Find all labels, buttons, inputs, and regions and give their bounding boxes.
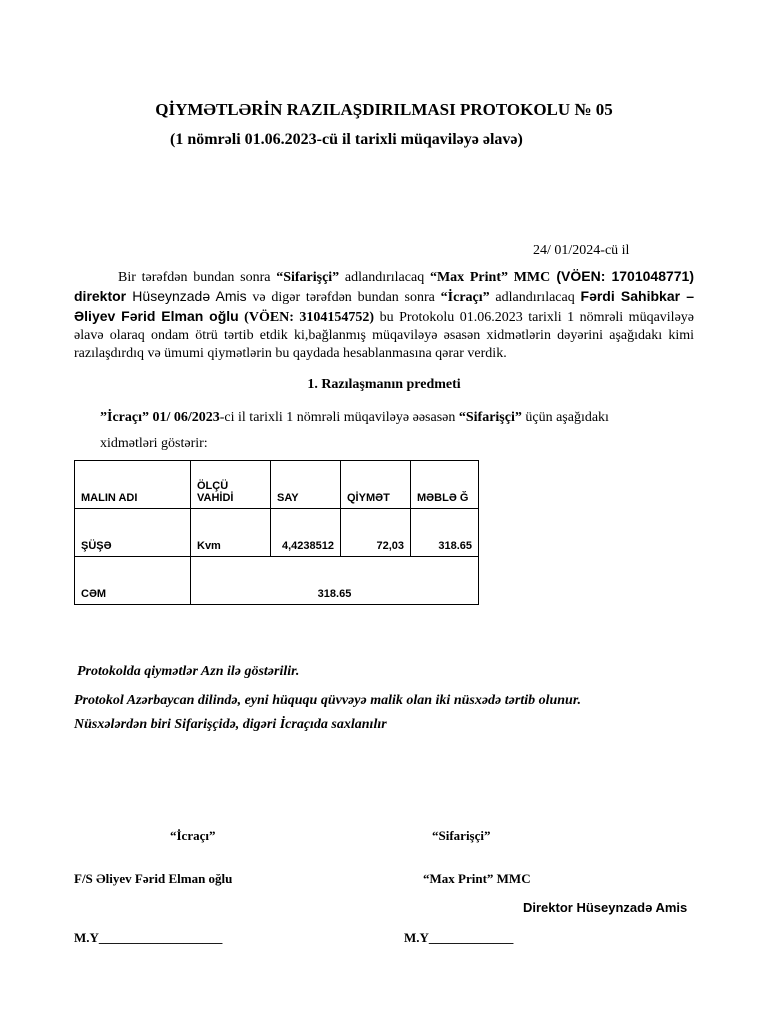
intro-text-2: adlandırılacaq	[339, 270, 430, 285]
right-seal-line: M.Y_____________	[404, 930, 514, 945]
intro-company: “Max Print” MMC	[429, 270, 551, 285]
document-title: QİYMƏTLƏRİN RAZILAŞDIRILMASI PROTOKOLU № 05	[155, 100, 613, 119]
subject-text-1: -ci il tarixli 1 nömrəli müqaviləyə əəsasən	[219, 410, 459, 425]
subject-date: 01/ 06/2023	[148, 410, 220, 425]
subject-contractor: ”İcraçı”	[100, 410, 149, 425]
intro-contractor-label: “İcraçı”	[440, 290, 490, 305]
header-quantity: SAY	[271, 461, 341, 509]
table-total-row	[75, 557, 479, 605]
intro-customer: “Sifarişçi”	[276, 270, 340, 285]
intro-text-1: Bir tərəfdən bundan sonra	[118, 270, 277, 285]
intro-voen-2: (VÖEN: 3104154752)	[238, 310, 375, 325]
cell-unit: Kvm	[191, 509, 271, 557]
header-amount: MƏBLƏ Ğ	[411, 461, 479, 509]
header-product: MALIN ADI	[75, 461, 191, 509]
left-signatory-name: F/S Əliyev Fərid Elman oğlu	[74, 871, 233, 886]
total-label: CƏM	[75, 557, 191, 605]
intro-text-3: və digər tərəfdən bundan sonra	[246, 290, 441, 305]
intro-text-5: bu Protokolu 01.06.2023 tarixli 1 nömrəli müqaviləyə əlavə olaraq ondam ötrü tərtib etdik ki,bağlanmış müqaviləyə əsasən xidmətlərin dəyərini aşağıdakı kimi razılaşdırdıq və ümumi qiymətlərin bu qaydada hesablanmasına qərar verdik.	[74, 310, 694, 361]
intro-voen-1: (VÖEN: 1701048771) direktor	[74, 268, 694, 304]
right-party-label: “Sifarişçi”	[432, 828, 491, 843]
table-row	[75, 509, 479, 557]
intro-director: Hüseynzadə Amis	[126, 288, 247, 304]
subject-text-2: üçün aşağıdakı	[521, 410, 609, 425]
note-currency: Protokolda qiymətlər Azn ilə göstərilir.	[77, 664, 300, 679]
table-header-row	[75, 461, 479, 509]
intro-contractor-name: Fərdi Sahibkar – Əliyev Fərid Elman oğlu	[74, 288, 695, 324]
subject-line-2: xidmətləri göstərir:	[100, 436, 208, 451]
total-value: 318.65	[191, 557, 479, 605]
price-table	[74, 460, 479, 605]
subject-customer: “Sifarişçi”	[458, 410, 522, 425]
cell-quantity: 4,4238512	[271, 509, 341, 557]
document-date: 24/ 01/2024-cü il	[533, 243, 630, 258]
intro-paragraph	[74, 267, 694, 363]
cell-price: 72,03	[341, 509, 411, 557]
header-price: QİYMƏT	[341, 461, 411, 509]
subject-line	[100, 410, 609, 426]
left-party-label: “İcraçı”	[170, 828, 216, 843]
note-copies: Nüsxələrdən biri Sifarişçidə, digəri İcraçıda saxlanılır	[74, 717, 387, 732]
right-director-name: Direktor Hüseynzadə Amis	[523, 900, 688, 915]
right-company-name: “Max Print” MMC	[423, 871, 531, 886]
cell-amount: 318.65	[411, 509, 479, 557]
header-unit: ÖLÇÜ VAHİDİ	[191, 461, 271, 509]
left-seal-line: M.Y___________________	[74, 930, 223, 945]
document-subtitle: (1 nömrəli 01.06.2023-cü il tarixli müqaviləyə əlavə)	[170, 131, 523, 148]
note-language: Protokol Azərbaycan dilində, eyni hüququ qüvvəyə malik olan iki nüsxədə tərtib olunur.	[74, 693, 582, 708]
intro-text-4: adlandırılacaq	[489, 290, 581, 305]
section-heading: 1. Razılaşmanın predmeti	[307, 377, 461, 392]
cell-product: ŞÜŞƏ	[75, 509, 191, 557]
